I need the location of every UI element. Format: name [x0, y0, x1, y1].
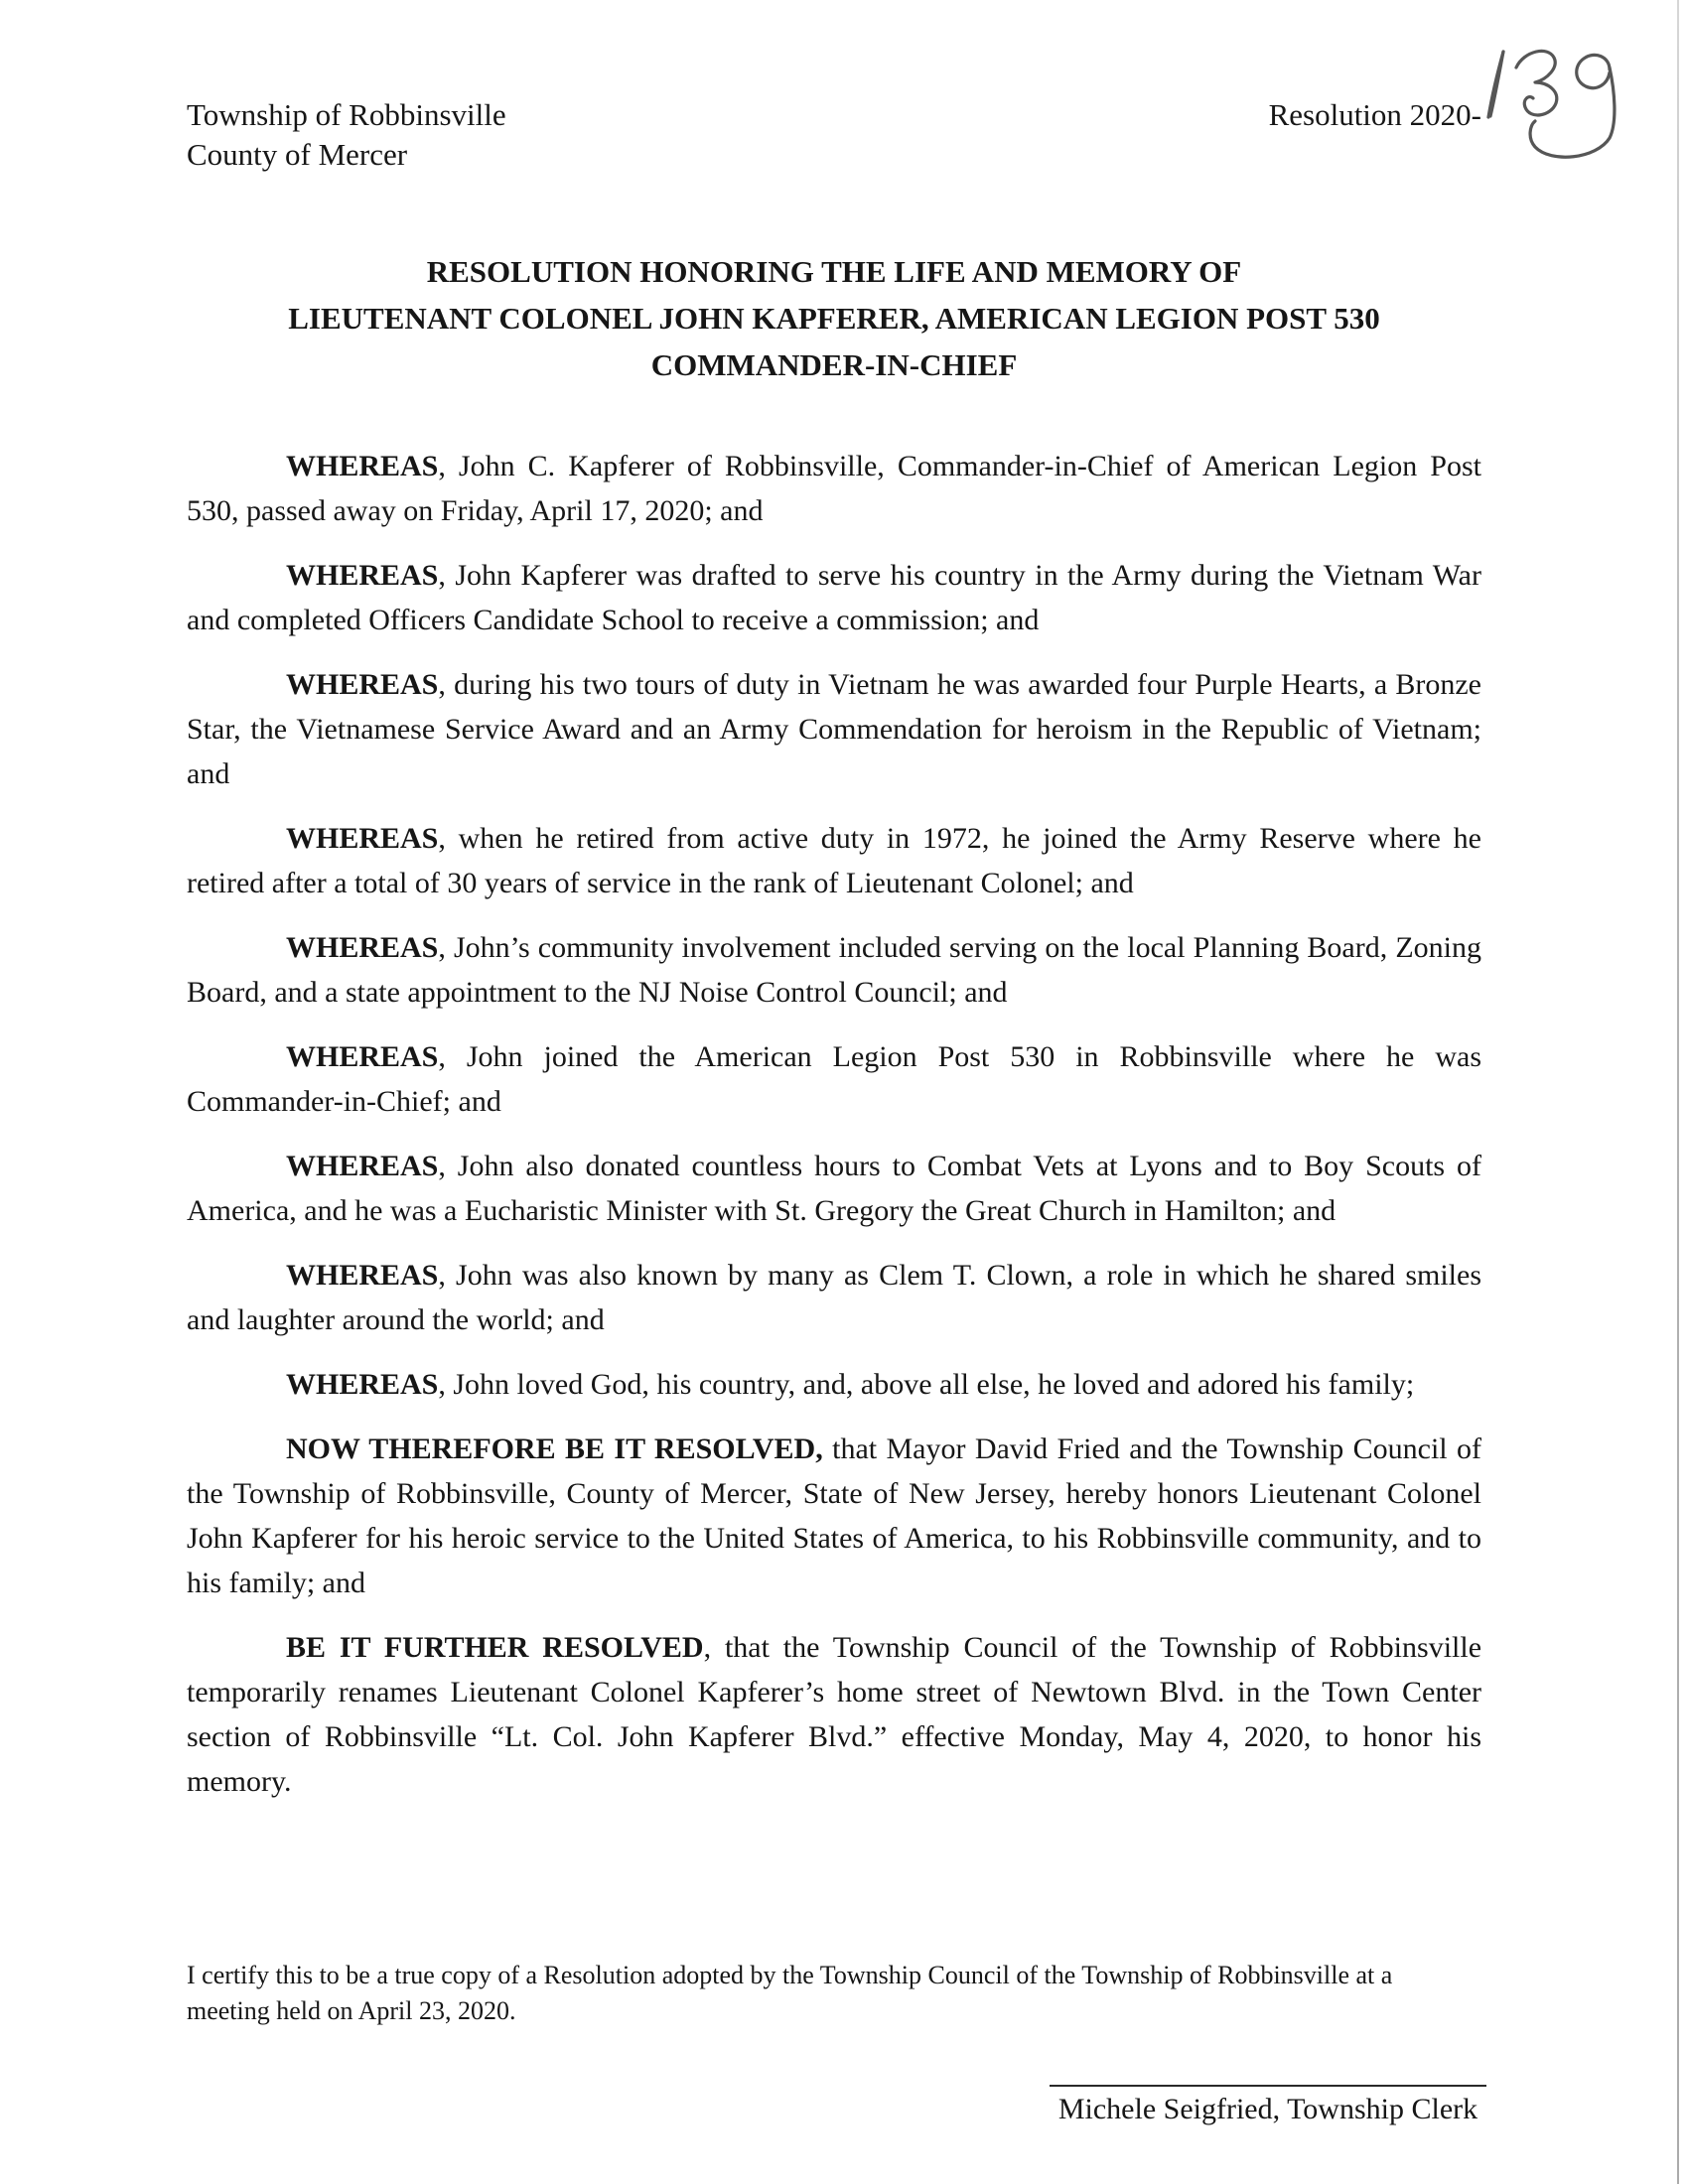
resolution-title-line-2: LIEUTENANT COLONEL JOHN KAPFERER, AMERICAN LEGION POST 530 [288, 301, 1380, 336]
signature-line [1050, 2085, 1486, 2087]
paragraph-lead: WHEREAS [286, 822, 439, 855]
resolution-body [187, 444, 1481, 1804]
document-content [187, 95, 1481, 1824]
paragraph-lead: NOW THEREFORE BE IT RESOLVED, [286, 1433, 823, 1465]
paragraph-lead: WHEREAS [286, 450, 439, 482]
paragraph-text: , John Kapferer was drafted to serve his country in the Army during the Vietnam War and completed Officers Candidate School to receive a commission; and [187, 559, 1481, 636]
county-name: County of Mercer [187, 137, 408, 172]
paragraph-lead: BE IT FURTHER RESOLVED [286, 1631, 704, 1664]
paragraph-lead: WHEREAS [286, 1040, 439, 1073]
resolution-title [187, 248, 1481, 388]
whereas-paragraph [187, 662, 1481, 796]
resolved-paragraph [187, 1427, 1481, 1605]
paragraph-lead: WHEREAS [286, 1150, 439, 1182]
resolution-title-line-3: COMMANDER-IN-CHIEF [650, 347, 1018, 382]
whereas-paragraph [187, 1144, 1481, 1233]
paragraph-text: , John loved God, his country, and, above all else, he loved and adored his family; [438, 1368, 1415, 1401]
whereas-paragraph [187, 1362, 1481, 1407]
paragraph-text: , John’s community involvement included serving on the local Planning Board, Zoning Board, and a state appointment to the NJ Noise Control Council; and [187, 931, 1481, 1009]
whereas-paragraph [187, 1034, 1481, 1124]
paragraph-lead: WHEREAS [286, 668, 439, 701]
paragraph-text: , when he retired from active duty in 1972, he joined the Army Reserve where he retired after a total of 30 years of service in the rank of Lieutenant Colonel; and [187, 822, 1481, 899]
township-name: Township of Robbinsville [187, 97, 506, 132]
paragraph-lead: WHEREAS [286, 1259, 439, 1292]
scan-artifact-edge-line [1677, 0, 1679, 2184]
paragraph-text: , John also donated countless hours to Combat Vets at Lyons and to Boy Scouts of America, and he was a Eucharistic Minister with St. Gregory the Great Church in Hamilton; and [187, 1150, 1481, 1227]
municipality-block [187, 95, 506, 175]
whereas-paragraph [187, 553, 1481, 642]
resolution-title-line-1: RESOLUTION HONORING THE LIFE AND MEMORY OF [426, 254, 1242, 289]
signature-name: Michele Seigfried, Township Clerk [1057, 2093, 1478, 2125]
paragraph-text: , that the Township Council of the Township of Robbinsville temporarily renames Lieutenant Colonel Kapferer’s home street of Newtown Blvd. in the Town Center section of Robbinsville “Lt. Col. John Kapferer Blvd.” effective Monday, May 4, 2020, to honor his memory. [187, 1631, 1482, 1798]
whereas-paragraph [187, 925, 1481, 1015]
certification-text: I certify this to be a true copy of a Resolution adopted by the Township Council of the Township of Robbinsville at a meeting held on April 23, 2020. [187, 1961, 1393, 2025]
further-resolved-paragraph [187, 1625, 1481, 1804]
whereas-paragraph [187, 816, 1481, 905]
paragraph-text: , John was also known by many as Clem T. Clown, a role in which he shared smiles and laughter around the world; and [187, 1259, 1481, 1336]
paragraph-text: that Mayor David Fried and the Township Council of the Township of Robbinsville, County of Mercer, State of New Jersey, hereby honors Lieutenant Colonel John Kapferer for his heroic service to the United States of America, to his Robbinsville community, and to his family; and [187, 1433, 1482, 1599]
paragraph-lead: WHEREAS [286, 1368, 439, 1401]
paragraph-lead: WHEREAS [286, 559, 439, 592]
paragraph-text: , during his two tours of duty in Vietnam he was awarded four Purple Hearts, a Bronze Star, the Vietnamese Service Award and an Army Commendation for heroism in the Republic of Vietnam; and [187, 668, 1481, 790]
whereas-paragraph [187, 444, 1481, 533]
paragraph-lead: WHEREAS [286, 931, 439, 964]
signature-block [1050, 2085, 1486, 2128]
handwritten-resolution-number [1445, 28, 1628, 177]
resolution-number-label: Resolution 2020- [1268, 97, 1481, 132]
paragraph-text: , John C. Kapferer of Robbinsville, Commander-in-Chief of American Legion Post 530, passed away on Friday, April 17, 2020; and [187, 450, 1481, 527]
document-header [187, 95, 1481, 175]
whereas-paragraph [187, 1253, 1481, 1342]
paragraph-text: , John joined the American Legion Post 530 in Robbinsville where he was Commander-in-Chief; and [187, 1040, 1481, 1118]
